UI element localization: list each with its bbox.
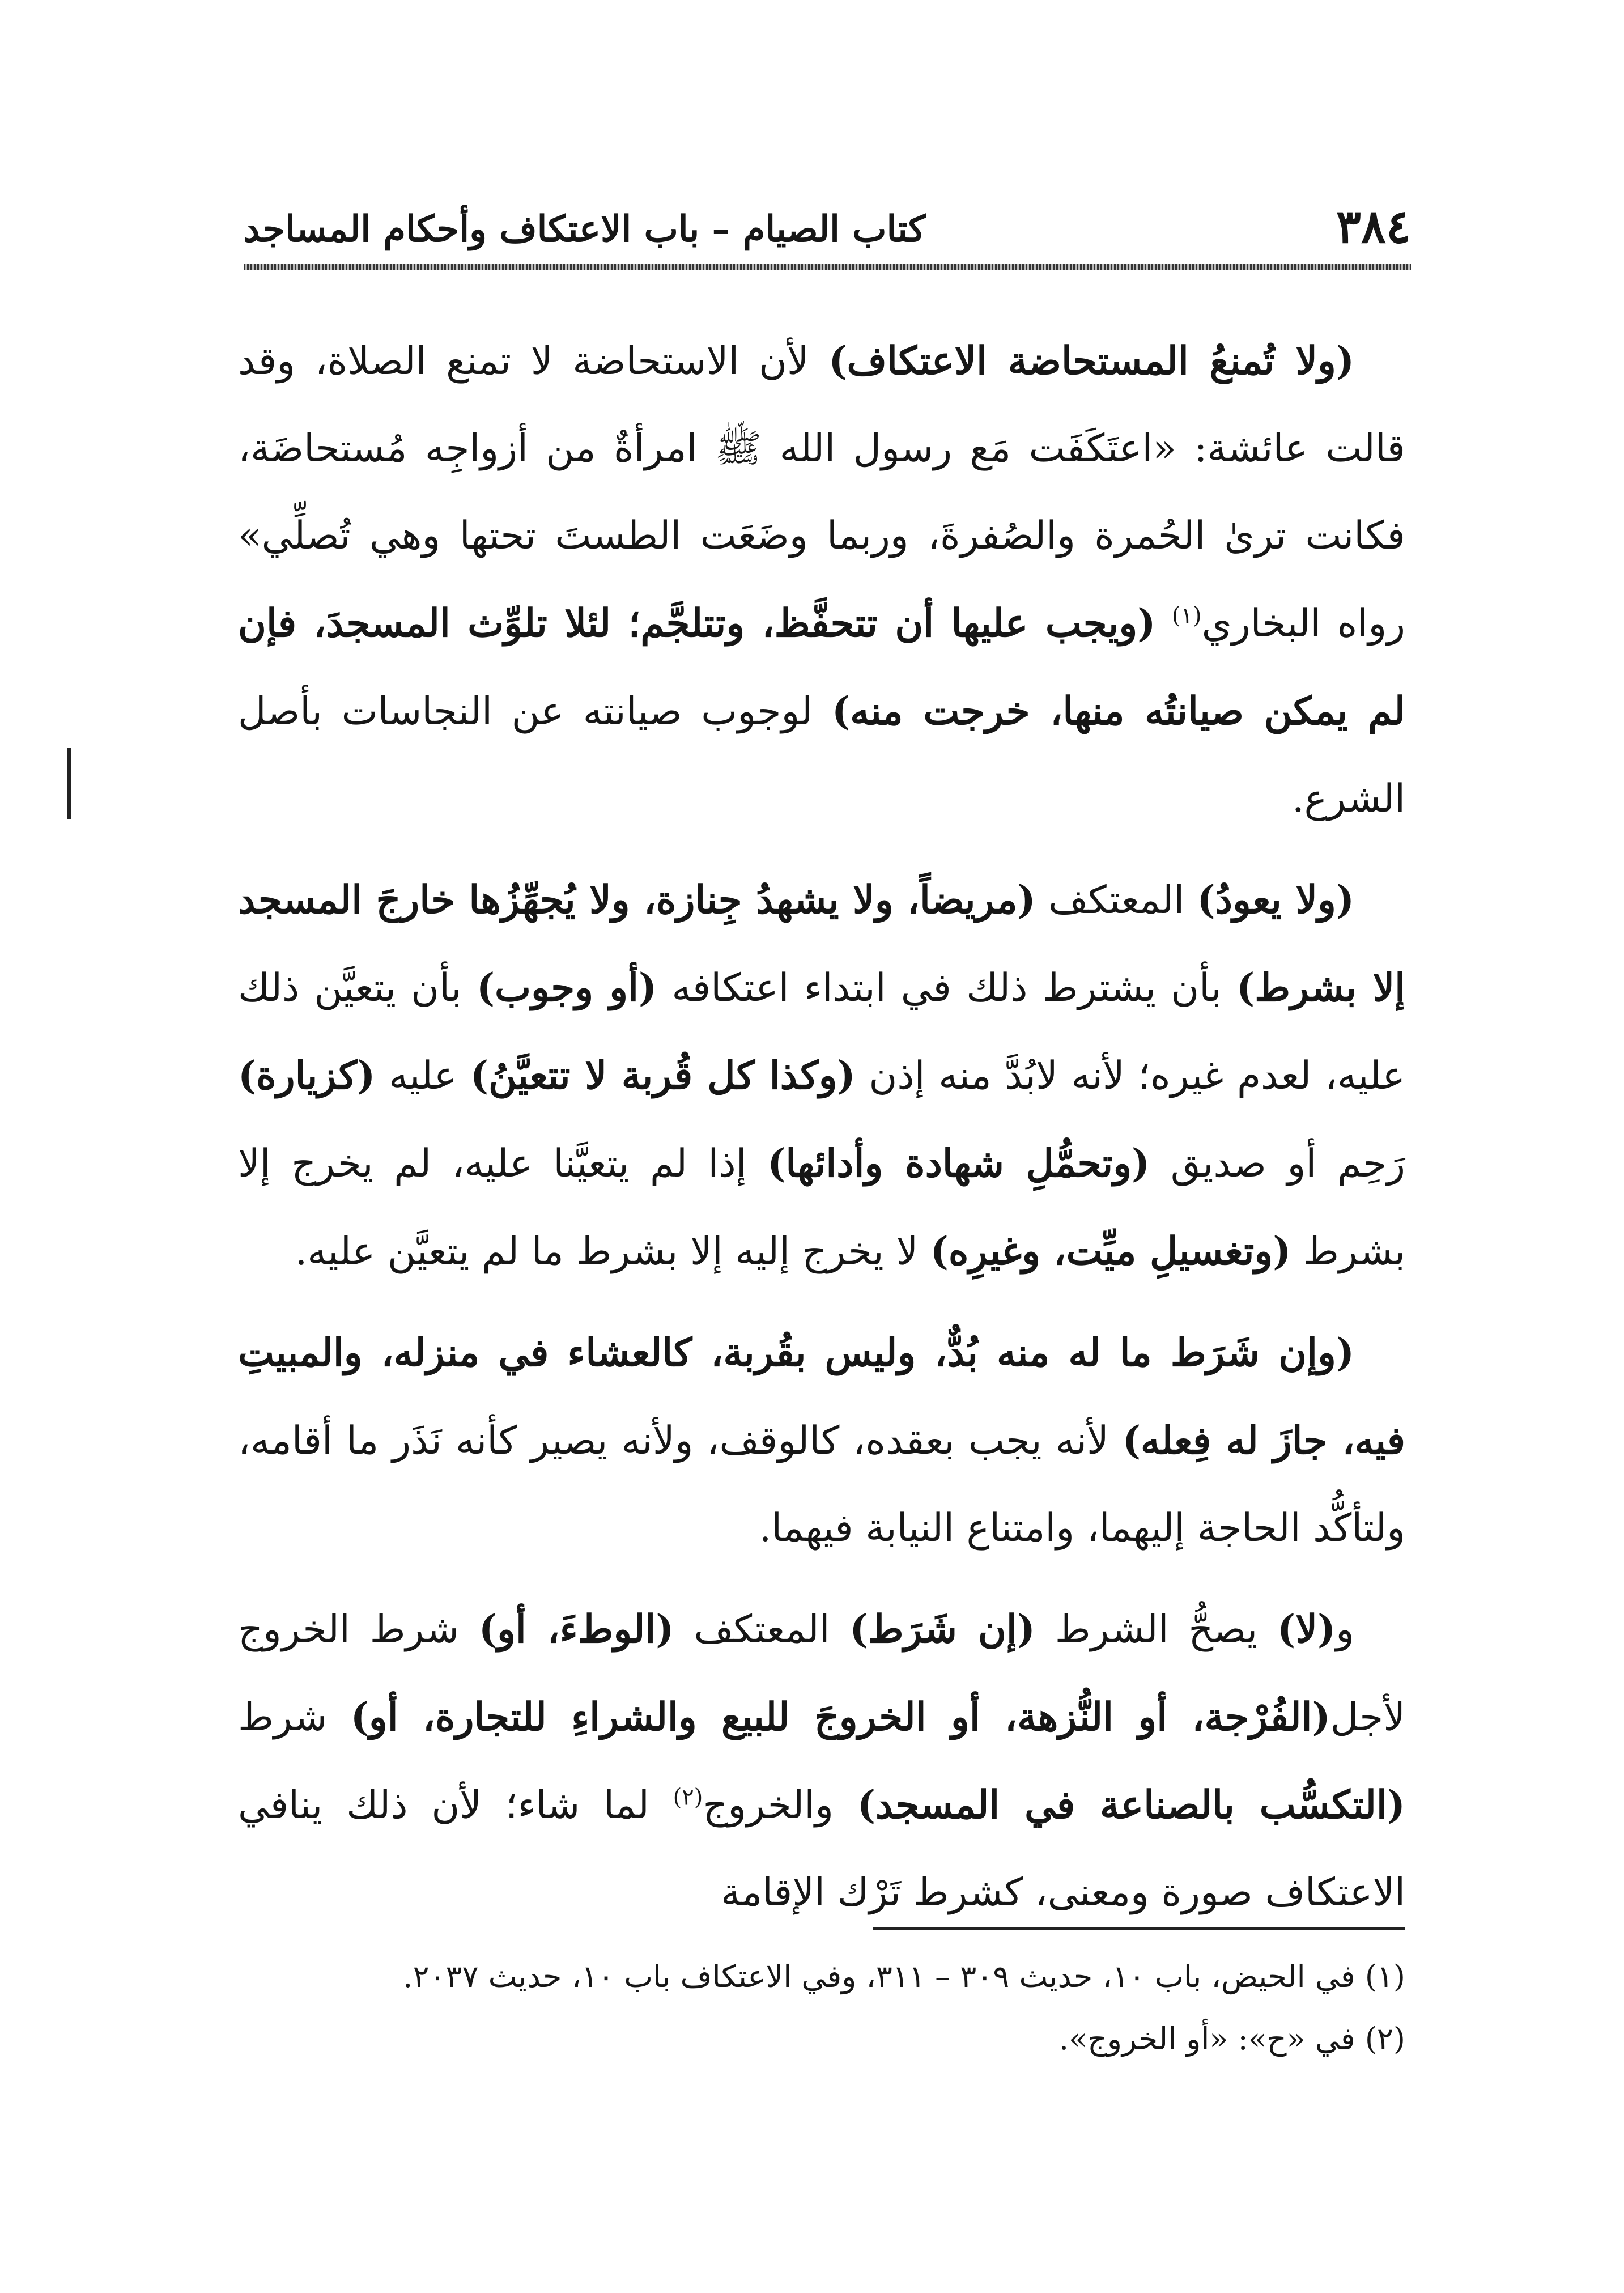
matn-text: (ولا تُمنعُ المستحاضة الاعتكاف)	[828, 338, 1354, 384]
matn-text: (ولا يعودُ)	[1197, 877, 1355, 923]
margin-mark	[67, 748, 71, 819]
sharh-text: عليه	[375, 1054, 470, 1098]
sharh-text: إذا لم يتعيَّنا عليه، لم يخرج إلا بشرط	[238, 1141, 1405, 1274]
matn-text: (وكذا كل قُربة لا تتعيَّنُ)	[470, 1053, 856, 1098]
matn-text: (الفُرْجة، أو النُّزهة، أو الخروجَ للبيع والشراءِ للتجارة، أو)	[350, 1695, 1330, 1740]
sharh-text: لأنه يجب بعقده، كالوقف، ولأنه يصير كأنه نَذَر ما أقامه، ولتأكُّد الحاجة إليهما، وامتناع النيابة فيهما.	[238, 1419, 1405, 1551]
matn-text: (أو وجوب)	[476, 965, 657, 1010]
sharh-text: لما شاء؛ لأن ذلك ينافي الاعتكاف صورة ومعنى، كشرط تَرْك الإقامة	[238, 1783, 1405, 1915]
footnote: (٢) في «ح»: «أو الخروج».	[1058, 2021, 1405, 2057]
sharh-text: شرط	[238, 1695, 351, 1740]
sharh-text: يصحُّ الشرط	[1035, 1607, 1278, 1652]
sharh-text	[1155, 601, 1171, 646]
header-rule	[244, 264, 1411, 270]
footnotes	[238, 1950, 1405, 2074]
paragraph	[238, 317, 1405, 843]
running-title: كتاب الصيام – باب الاعتكاف وأحكام المساجد	[244, 208, 926, 250]
body-text	[238, 317, 1405, 1950]
matn-text: (وتغسيلِ ميِّت، وغيرِه)	[930, 1229, 1291, 1274]
matn-text: (الوطءَ، أو)	[478, 1607, 674, 1652]
matn-text: (التكسُّب بالصناعة في المسجد)	[857, 1782, 1405, 1828]
sharh-text: بأن يشترط ذلك في ابتداء اعتكافه	[657, 966, 1236, 1010]
matn-text: (لا)	[1277, 1607, 1336, 1652]
sharh-text: المعتكف	[674, 1607, 850, 1652]
matn-text: (إن شَرَط)	[849, 1607, 1035, 1652]
matn-text: (ويجب عليها أن تتحفَّظ، وتتلجَّم؛ لئلا تلوِّث المسجدَ، فإن لم يمكن صيانتُه منها، خرجت منه)	[238, 601, 1405, 734]
sharh-text: لأن الاستحاضة لا تمنع الصلاة، وقد قالت عائشة: «اعتَكَفَت مَع رسول الله ﷺ امرأةٌ من أزواجِه مُستحاضَة، فكانت ترىٰ الحُمرة والصُفرةَ، وربما وضَعَت الطستَ تحتها وهي تُصلِّي» رواه البخاري	[238, 339, 1406, 646]
sharh-text: و	[1336, 1607, 1355, 1652]
matn-text: (مريضاً، ولا يشهدُ جِنازة، ولا يُجهِّزُها خارجَ المسجد إلا بشرط)	[238, 877, 1406, 1010]
paragraph	[238, 1586, 1405, 1937]
sharh-text: لا يخرج إليه إلا بشرط ما لم يتعيَّن عليه.	[295, 1229, 930, 1274]
page-number: ٣٨٤	[1336, 199, 1411, 254]
footnote-separator	[873, 1927, 1405, 1930]
matn-text: (وإن شَرَط ما له منه بُدٌّ، وليس بقُربة، كالعشاء في منزله، والمبيتِ فيه، جازَ له فِعله)	[238, 1330, 1405, 1463]
sharh-text: والخروج	[703, 1783, 857, 1828]
sharh-text: شرط الخروج لأجل	[238, 1607, 1406, 1740]
paragraph	[238, 1309, 1405, 1572]
paragraph	[238, 856, 1405, 1296]
page-header	[244, 187, 1411, 272]
sharh-text: المعتكف	[1035, 878, 1197, 923]
footnote: (١) في الحيض، باب ١٠، حديث ٣٠٩ – ٣١١، وفي الاعتكاف باب ١٠، حديث ٢٠٣٧.	[403, 1959, 1405, 1994]
matn-text: (كزيارة)	[238, 1053, 376, 1098]
footnote-ref: (٢)	[673, 1784, 703, 1811]
sharh-text: بأن يتعيَّن ذلك عليه، لعدم غيره؛ لأنه لابُدَّ منه إذن	[238, 966, 1405, 1098]
sharh-text: لوجوب صيانته عن النجاسات بأصل الشرع.	[238, 689, 1405, 821]
footnote-ref: (١)	[1171, 602, 1202, 629]
sharh-text: رَحِم أو صديق	[1150, 1141, 1405, 1186]
matn-text: (وتحمُّلِ شهادة وأدائها)	[767, 1141, 1150, 1186]
